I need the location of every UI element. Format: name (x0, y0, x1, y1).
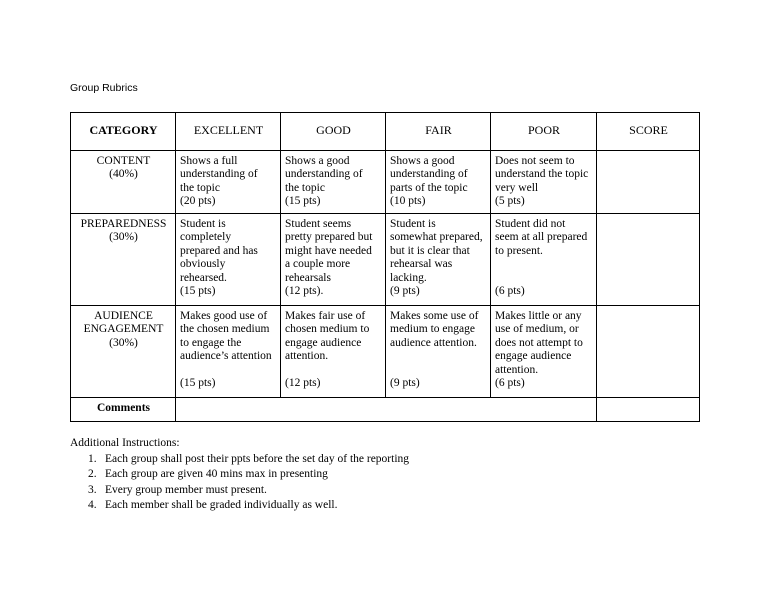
cell-good (281, 214, 386, 306)
cell-poor (491, 306, 597, 398)
table-row-content (71, 151, 700, 214)
cell-text: might have needed (285, 244, 372, 257)
cell-text: Makes little or any (495, 310, 582, 322)
category-weight: (30%) (109, 336, 138, 349)
cell-text: Student is (180, 218, 226, 230)
list-item: 3. Every group member must present. (88, 483, 267, 496)
header-score: SCORE (597, 113, 700, 151)
cell-good (281, 306, 386, 398)
cell-text: Shows a good (285, 155, 350, 167)
cell-text (495, 272, 593, 285)
instruction-text: Each group shall post their ppts before the set day of the reporting (105, 452, 410, 465)
cell-excellent (176, 214, 281, 306)
cell-good (281, 151, 386, 214)
cell-text: Shows a full (180, 155, 238, 167)
cell-text: the chosen medium (180, 323, 270, 336)
score-cell[interactable] (597, 306, 700, 398)
list-item: 1. Each group shall post their ppts before the set day of the reporting (88, 452, 410, 465)
cell-points: (12 pts) (285, 377, 321, 390)
instruction-text: Each member shall be graded individually as well. (105, 499, 338, 512)
cell-text: medium to engage (390, 323, 475, 336)
cell-points: (12 pts). (285, 285, 324, 298)
score-cell[interactable] (597, 151, 700, 214)
cell-points: (6 pts) (495, 285, 525, 298)
cell-text: Makes good use of (180, 310, 268, 322)
cell-text: understanding of (390, 168, 468, 181)
cell-text: does not attempt to (495, 336, 583, 349)
cell-text: attention. (495, 363, 539, 376)
cell-text: Makes fair use of (285, 310, 366, 322)
cell-text: Student seems (285, 218, 352, 230)
header-good: GOOD (281, 113, 386, 151)
list-item: 4. Each member shall be graded individually as well. (88, 499, 338, 512)
cell-text: attention. (285, 350, 329, 363)
cell-excellent (176, 151, 281, 214)
cell-text: lacking. (390, 271, 427, 284)
table-row-comments (71, 398, 700, 422)
cell-text: the topic (180, 181, 220, 194)
cell-points: (9 pts) (390, 285, 420, 298)
cell-text: prepared and has (180, 244, 258, 257)
instruction-text: Each group are given 40 mins max in presenting (105, 468, 328, 481)
category-cell (71, 151, 176, 214)
table-row-audience-engagement (71, 306, 700, 398)
cell-fair (386, 214, 491, 306)
category-name: ENGAGEMENT (83, 323, 164, 336)
cell-points: (6 pts) (495, 377, 525, 390)
cell-text: to engage the (180, 336, 242, 349)
category-weight: (40%) (109, 168, 138, 181)
cell-text: engage audience (285, 336, 362, 349)
cell-points: (15 pts) (180, 285, 216, 298)
cell-text: Student is (390, 218, 436, 230)
cell-text: use of medium, or (495, 323, 579, 336)
cell-text: to present. (495, 244, 543, 257)
header-excellent: EXCELLENT (176, 113, 281, 151)
cell-points: (9 pts) (390, 377, 420, 390)
table-row-preparedness (71, 214, 700, 306)
cell-points: (10 pts) (390, 195, 426, 208)
cell-excellent (176, 306, 281, 398)
cell-poor (491, 214, 597, 306)
cell-text: Shows a good (390, 155, 455, 167)
comments-label: Comments (71, 398, 176, 422)
cell-text: rehearsal was (390, 258, 453, 271)
cell-text: audience attention. (390, 336, 477, 349)
score-cell[interactable] (597, 214, 700, 306)
cell-text: seem at all prepared (495, 231, 588, 244)
category-name: AUDIENCE (94, 310, 153, 322)
cell-points: (15 pts) (285, 195, 321, 208)
cell-text: a couple more (285, 258, 351, 271)
comments-field[interactable] (176, 398, 597, 422)
cell-text: Makes some use of (390, 310, 479, 322)
cell-text: engage audience (495, 350, 572, 363)
cell-text: pretty prepared but (285, 231, 373, 244)
cell-text (180, 364, 277, 377)
category-name: PREPAREDNESS (80, 218, 167, 230)
cell-text: the topic (285, 181, 325, 194)
instructions-list (70, 452, 409, 514)
cell-text: Does not seem to (495, 155, 575, 167)
cell-fair (386, 151, 491, 214)
header-poor: POOR (491, 113, 597, 151)
list-item: 2. Each group are given 40 mins max in presenting (88, 468, 328, 481)
cell-text: completely (180, 231, 232, 244)
rubric-table (70, 112, 700, 422)
cell-points: (20 pts) (180, 195, 216, 208)
category-cell (71, 214, 176, 306)
cell-text (390, 364, 487, 377)
cell-points: (5 pts) (495, 195, 525, 208)
cell-text: understanding of (180, 168, 258, 181)
additional-instructions (70, 436, 409, 514)
comments-score-cell[interactable] (597, 398, 700, 422)
cell-text: rehearsed. (180, 271, 227, 284)
page-title: Group Rubrics (70, 82, 138, 94)
cell-text: but it is clear that (390, 244, 470, 257)
cell-text: obviously (180, 258, 226, 271)
cell-text: Student did not (495, 218, 566, 230)
cell-poor (491, 151, 597, 214)
header-fair: FAIR (386, 113, 491, 151)
cell-text: chosen medium to (285, 323, 370, 336)
cell-text: very well (495, 181, 539, 194)
header-category: CATEGORY (71, 113, 176, 151)
cell-text: understanding of (285, 168, 363, 181)
cell-text: somewhat prepared, (390, 231, 483, 244)
instructions-heading: Additional Instructions: (70, 437, 180, 449)
cell-points: (15 pts) (180, 377, 216, 390)
cell-text (285, 364, 382, 377)
cell-text: rehearsals (285, 271, 331, 284)
instruction-text: Every group member must present. (105, 483, 267, 496)
cell-text: audience’s attention (180, 350, 272, 363)
cell-text: understand the topic (495, 168, 589, 181)
category-cell (71, 306, 176, 398)
cell-text (390, 350, 487, 363)
cell-text (495, 258, 593, 271)
category-weight: (30%) (109, 231, 138, 244)
cell-fair (386, 306, 491, 398)
cell-text: parts of the topic (390, 181, 468, 194)
header-row (71, 113, 700, 151)
category-name: CONTENT (96, 155, 151, 167)
